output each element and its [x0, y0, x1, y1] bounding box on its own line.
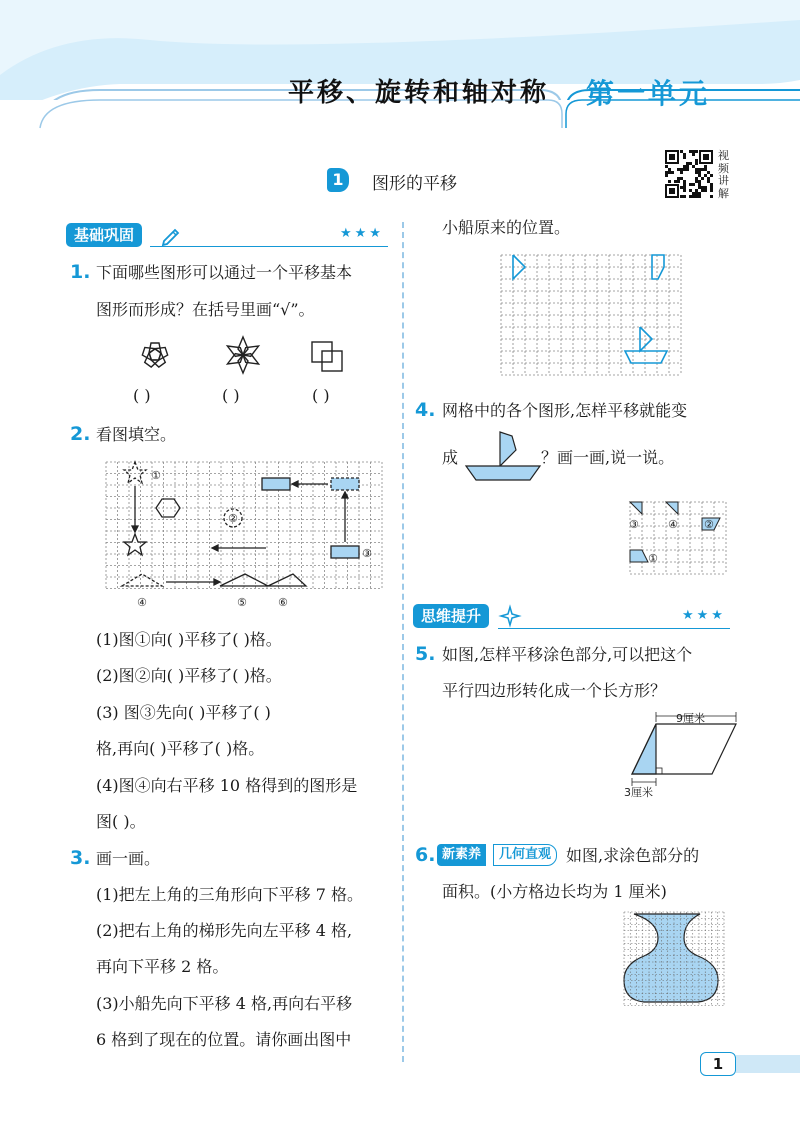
q1-figures [120, 333, 370, 383]
fill-in-line: (4)图④向右平移 10 格得到的图形是 [96, 776, 358, 795]
answer-blank[interactable]: ( ) [133, 386, 151, 405]
tag-geometry: 几何直观 [493, 844, 557, 866]
fill-in-line[interactable]: (2)图②向( )平移了( )格。 [96, 666, 282, 685]
star-figure [124, 534, 146, 555]
question-text: 如图,求涂色部分的 [566, 846, 700, 865]
fill-in-line[interactable]: (3) 图③先向( )平移了( ) [96, 703, 271, 722]
figure-label: ③ [362, 547, 372, 560]
section-rule [498, 628, 730, 629]
question-number: 5. [415, 643, 436, 665]
question-text: 如图,怎样平移涂色部分,可以把这个 [442, 645, 693, 664]
figure-label: ① [151, 469, 161, 482]
overlapping-squares-figure [312, 342, 342, 371]
question-number: 6. [415, 844, 436, 866]
pencil-icon [160, 224, 182, 246]
page-number: 1 [700, 1052, 736, 1076]
difficulty-stars: ★★★ [682, 608, 726, 623]
question-text: (2)把右上角的梯形先向左平移 4 格, [96, 921, 353, 940]
qr-label-char: 频 [718, 161, 729, 175]
qr-label [718, 150, 732, 200]
parallelogram-figure [620, 708, 750, 800]
question-text: 看图填空。 [96, 425, 177, 444]
qr-label-char: 视 [718, 149, 729, 162]
question-number: 1. [70, 261, 91, 283]
question-number: 2. [70, 423, 91, 445]
unit-title: 平移、旋转和轴对称 [288, 78, 550, 108]
q2-grid-figure [100, 456, 400, 614]
question-text: 再向下平移 2 格。 [96, 957, 229, 976]
question-text: ？画一画,说一说。 [541, 448, 675, 467]
column-divider [402, 222, 404, 1062]
unit-name: 第一单元 [586, 77, 711, 110]
dashed-star-figure [124, 462, 146, 483]
fill-in-line[interactable]: 格,再向( )平移了( )格。 [96, 739, 265, 758]
tag-new-literacy: 新素养 [437, 844, 486, 866]
figure-label: ③ [629, 518, 639, 531]
answer-blank[interactable]: ( ) [312, 386, 330, 405]
qr-label-char: 讲 [718, 174, 729, 187]
question-text: 成 [442, 448, 459, 467]
section-badge-basic: 基础巩固 [66, 223, 142, 247]
question-text: 网格中的各个图形,怎样平移就能变 [442, 401, 688, 420]
question-text: (3)小船先向下平移 4 格,再向右平移 [96, 994, 353, 1013]
dimension-label: 3厘米 [624, 786, 653, 799]
qr-code-icon[interactable] [665, 150, 713, 198]
lesson-number: 1 [327, 168, 349, 192]
figure-label: ④ [137, 596, 147, 609]
fill-in-line[interactable]: (1)图①向( )平移了( )格。 [96, 630, 282, 649]
q4-grid-figure[interactable] [624, 496, 736, 578]
question-text: 面积。(小方格边长均为 1 厘米) [442, 882, 667, 901]
qr-label-char: 解 [718, 186, 729, 200]
difficulty-stars: ★★★ [340, 226, 384, 241]
section-rule [150, 246, 388, 247]
figure-label: ⑤ [237, 596, 247, 609]
question-number: 3. [70, 847, 91, 869]
question-number: 4. [415, 399, 436, 421]
figure-label: ① [648, 552, 658, 565]
header [0, 0, 800, 130]
section-badge-thinking: 思维提升 [413, 604, 489, 628]
question-text: (1)把左上角的三角形向下平移 7 格。 [96, 885, 364, 904]
boat-figure [460, 428, 544, 484]
page-bar [736, 1055, 800, 1073]
figure-label: ② [704, 518, 714, 531]
question-text: 图形而形成？在括号里画“√”。 [96, 300, 315, 319]
question-text: 下面哪些图形可以通过一个平移基本 [96, 263, 353, 282]
figure-label: ⑥ [278, 596, 288, 609]
question-text: 6 格到了现在的位置。请你画出图中 [96, 1030, 352, 1049]
dimension-label: 9厘米 [676, 712, 705, 725]
question-text: 平行四边形转化成一个长方形？ [442, 681, 667, 700]
figure-label: ④ [668, 518, 678, 531]
q6-grid-figure [620, 908, 732, 1010]
figure-label: ② [228, 512, 238, 525]
star-of-david-figure [225, 337, 261, 373]
question-text: 画一画。 [96, 849, 161, 868]
question-text: 小船原来的位置。 [442, 218, 571, 237]
fill-in-line[interactable]: 图( )。 [96, 812, 146, 831]
boat-hull [625, 351, 667, 363]
answer-blank[interactable]: ( ) [222, 386, 240, 405]
q3-grid-figure[interactable] [496, 250, 688, 382]
sparkle-icon [498, 604, 522, 628]
flower-pentagon-figure [142, 343, 169, 368]
lesson-title: 图形的平移 [372, 174, 457, 194]
